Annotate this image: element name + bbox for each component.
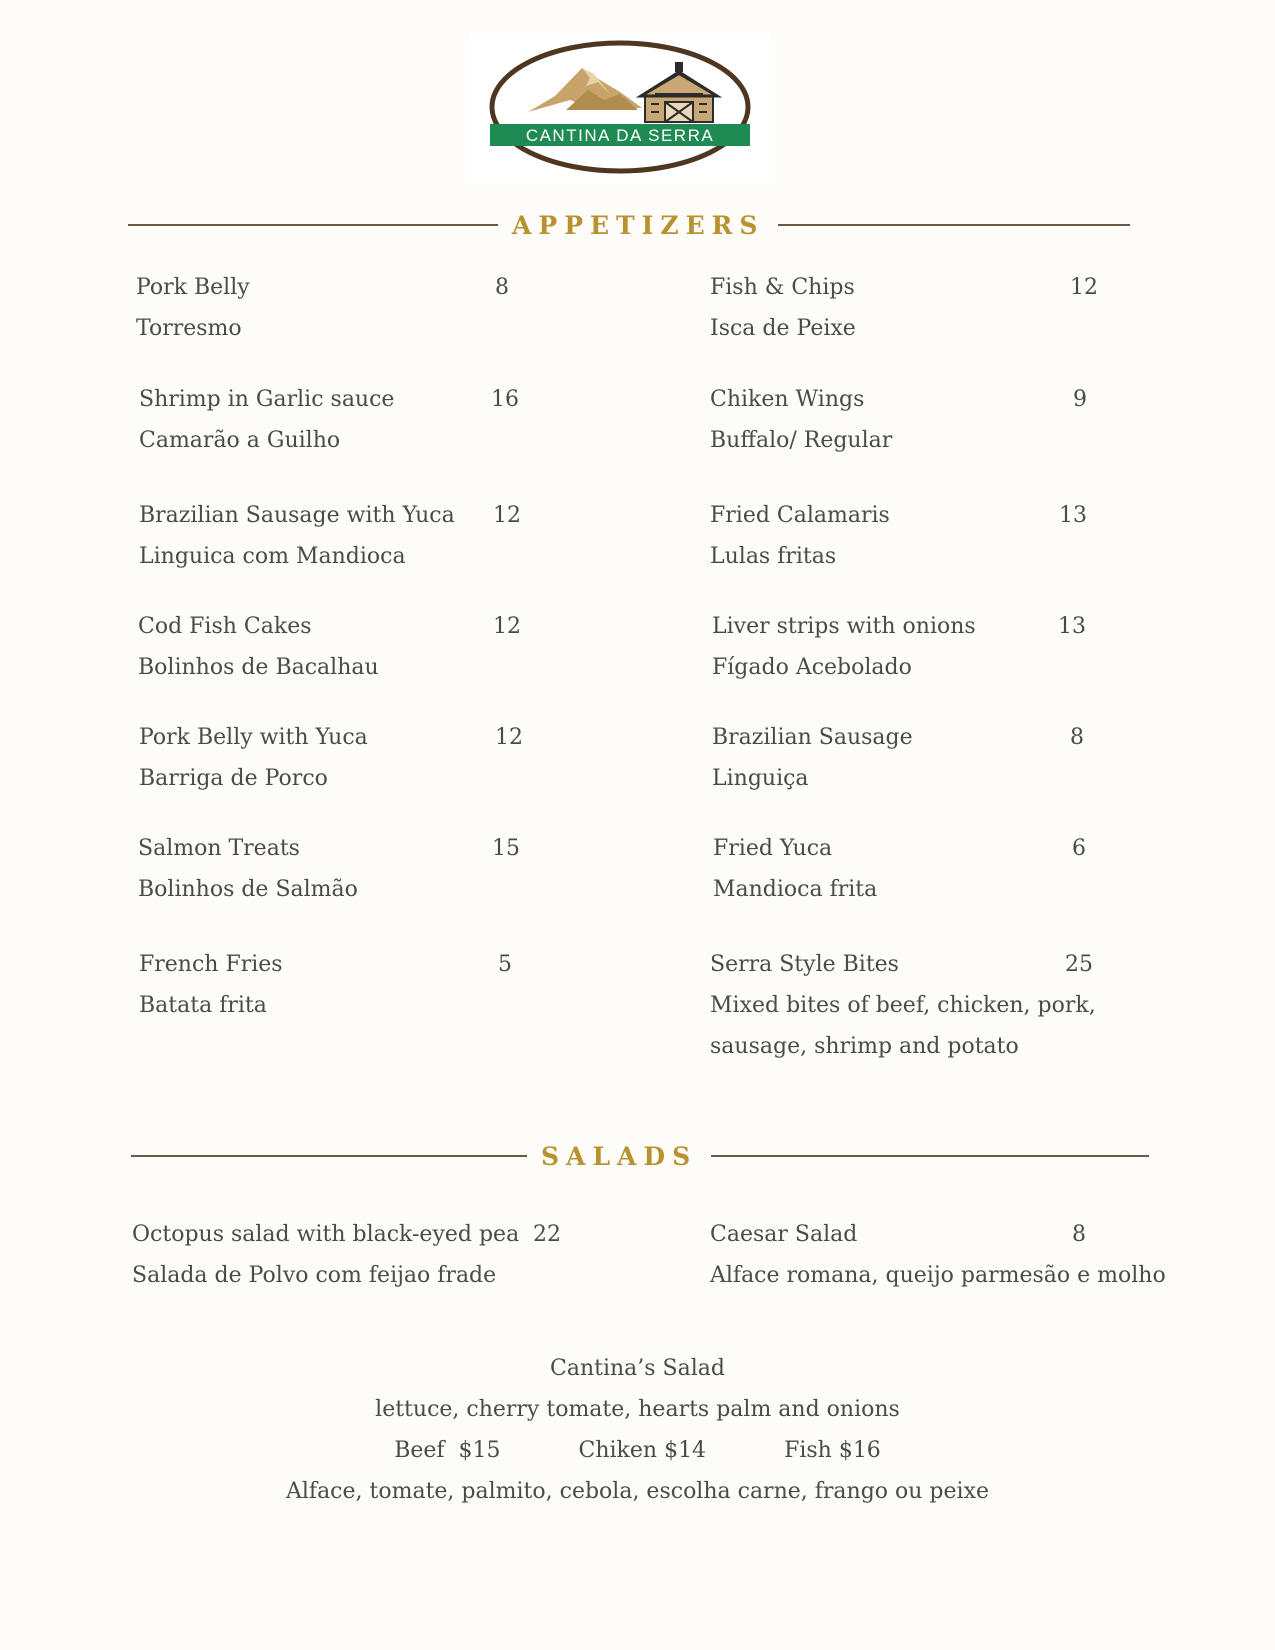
menu-item xyxy=(132,1214,519,1296)
header-rule-right xyxy=(778,224,1130,226)
logo-text: CANTINA DA SERRA xyxy=(525,126,715,145)
menu-item xyxy=(710,495,890,577)
item-subtitle: Mandioca frita xyxy=(713,877,878,902)
item-name: Pork Belly xyxy=(136,275,250,300)
item-name: French Fries xyxy=(139,952,283,977)
option-beef: Beef $15 xyxy=(394,1438,501,1463)
item-subtitle: Linguiça xyxy=(712,766,809,791)
item-name: Liver strips with onions xyxy=(712,614,976,639)
salads-title: SALADS xyxy=(541,1141,698,1171)
menu-item xyxy=(139,495,455,577)
menu-item xyxy=(136,267,250,349)
item-subtitle: Isca de Peixe xyxy=(710,316,856,341)
item-price: 9 xyxy=(1073,387,1087,412)
item-name: Brazilian Sausage xyxy=(712,725,913,750)
menu-item xyxy=(138,828,358,910)
item-subtitle: Buffalo/ Regular xyxy=(710,428,893,453)
menu-item xyxy=(138,606,379,688)
item-price: 12 xyxy=(493,503,521,528)
item-subtitle: Mixed bites of beef, chicken, pork, xyxy=(710,993,1096,1018)
menu-item xyxy=(712,717,913,799)
item-price: 5 xyxy=(498,952,512,977)
cantina-salad-name: Cantina’s Salad xyxy=(550,1356,725,1381)
menu-item xyxy=(713,828,877,910)
item-name: Caesar Salad xyxy=(710,1222,858,1247)
item-subtitle: Barriga de Porco xyxy=(139,766,328,791)
item-name: Salmon Treats xyxy=(138,836,300,861)
item-subtitle-continued: sausage, shrimp and potato xyxy=(710,1034,1019,1059)
salads-header xyxy=(131,1136,1149,1176)
menu-item xyxy=(139,379,394,461)
item-name: Fish & Chips xyxy=(710,275,855,300)
item-name: Fried Calamaris xyxy=(710,503,890,528)
item-price: 8 xyxy=(1072,1222,1086,1247)
option-fish: Fish $16 xyxy=(784,1438,881,1463)
cantina-salad-portuguese: Alface, tomate, palmito, cebola, escolha carne, frango ou peixe xyxy=(286,1479,989,1504)
item-subtitle: Lulas fritas xyxy=(710,544,837,569)
header-rule-left xyxy=(128,224,498,226)
menu-item xyxy=(710,944,1096,1067)
item-name: Serra Style Bites xyxy=(710,952,899,977)
item-name: Pork Belly with Yuca xyxy=(139,725,368,750)
item-price: 13 xyxy=(1058,614,1086,639)
item-subtitle: Salada de Polvo com feijao frade xyxy=(132,1263,497,1288)
item-name: Octopus salad with black-eyed pea xyxy=(132,1222,520,1247)
item-price: 25 xyxy=(1065,952,1093,977)
item-subtitle: Bolinhos de Salmão xyxy=(138,877,358,902)
menu-item xyxy=(710,1214,1166,1296)
item-price: 13 xyxy=(1059,503,1087,528)
restaurant-logo xyxy=(470,34,770,184)
item-subtitle: Alface romana, queijo parmesão e molho xyxy=(710,1263,1166,1288)
item-price: 16 xyxy=(491,387,519,412)
item-price: 22 xyxy=(533,1222,561,1247)
item-name: Cod Fish Cakes xyxy=(138,614,312,639)
appetizers-header xyxy=(128,205,1130,245)
cantina-salad-description: lettuce, cherry tomate, hearts palm and onions xyxy=(375,1397,900,1422)
item-price: 15 xyxy=(492,836,520,861)
item-name: Brazilian Sausage with Yuca xyxy=(139,503,455,528)
item-subtitle: Batata frita xyxy=(139,993,267,1018)
header-rule-left xyxy=(131,1155,527,1157)
item-subtitle: Fígado Acebolado xyxy=(712,655,912,680)
item-name: Shrimp in Garlic sauce xyxy=(139,387,395,412)
item-price: 8 xyxy=(495,275,509,300)
item-subtitle: Torresmo xyxy=(136,316,242,341)
menu-item xyxy=(710,267,856,349)
item-price: 12 xyxy=(493,614,521,639)
menu-item xyxy=(710,379,892,461)
header-rule-right xyxy=(711,1155,1149,1157)
appetizers-title: APPETIZERS xyxy=(512,210,765,240)
item-name: Fried Yuca xyxy=(713,836,833,861)
cantina-salad xyxy=(0,1348,1275,1512)
item-price: 12 xyxy=(1070,275,1098,300)
menu-item xyxy=(712,606,976,688)
item-price: 6 xyxy=(1072,836,1086,861)
menu-item xyxy=(139,717,368,799)
cantina-salad-options xyxy=(0,1430,1275,1471)
item-name: Chiken Wings xyxy=(710,387,865,412)
item-subtitle: Camarão a Guilho xyxy=(139,428,341,453)
menu-item xyxy=(139,944,283,1026)
item-subtitle: Bolinhos de Bacalhau xyxy=(138,655,379,680)
item-price: 8 xyxy=(1070,725,1084,750)
item-price: 12 xyxy=(495,725,523,750)
option-chicken: Chiken $14 xyxy=(578,1438,707,1463)
item-subtitle: Linguica com Mandioca xyxy=(139,544,406,569)
